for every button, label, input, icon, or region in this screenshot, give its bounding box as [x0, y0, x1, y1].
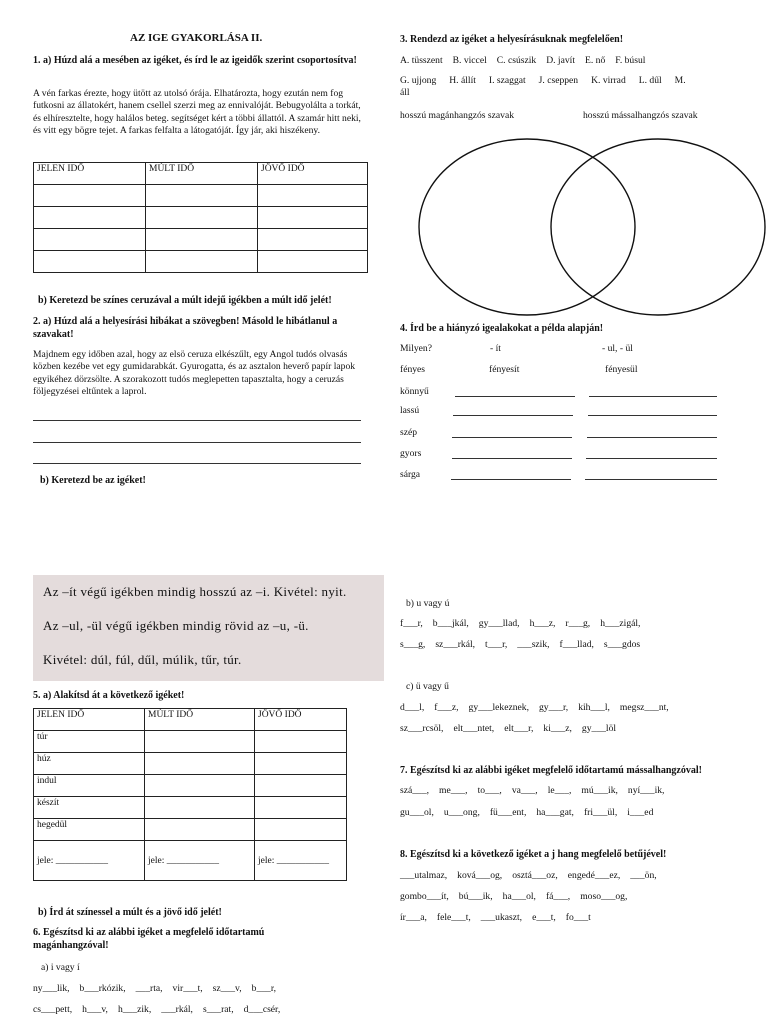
- fill-word[interactable]: ___rta,: [135, 983, 163, 994]
- fill-word[interactable]: vir___t,: [172, 983, 203, 994]
- task4-example-word: fényes: [400, 364, 426, 375]
- fill-word[interactable]: mú___ik,: [581, 785, 618, 796]
- verb-item: B. viccel: [452, 55, 487, 66]
- verb-item: E. nő: [584, 55, 606, 66]
- task3-heading: 3. Rendezd az igéket a helyesírásuknak megfelelően!: [400, 34, 624, 45]
- col-header-future: JÖVŐ IDŐ: [258, 163, 368, 185]
- task3-items-row1: [400, 55, 645, 67]
- fill-word[interactable]: ___rkál,: [161, 1004, 193, 1015]
- venn-diagram[interactable]: [415, 135, 768, 325]
- verb-item: C. csúszik: [496, 55, 537, 66]
- verb-item: K. virrad: [591, 75, 626, 86]
- answer-line[interactable]: [589, 396, 717, 397]
- venn-circle-right[interactable]: [551, 139, 765, 315]
- task3-items-row2: [400, 75, 686, 87]
- answer-cell[interactable]: [146, 229, 258, 251]
- answer-cell[interactable]: [145, 731, 255, 753]
- answer-cell[interactable]: [146, 251, 258, 273]
- task2-heading: 2. a) Húzd alá a helyesírási hibákat a szövegben! Másold le hibátlanul a szavakat!: [33, 316, 338, 340]
- task5-b: b) Írd át színessel a múlt és a jövő idő jelét!: [38, 907, 222, 918]
- answer-cell[interactable]: [34, 251, 146, 273]
- task4-head-ul: - ul, - ül: [602, 343, 633, 354]
- fill-word[interactable]: b___jkál,: [432, 618, 469, 629]
- task4-example-it: fényesít: [489, 364, 520, 375]
- venn-circle-left[interactable]: [419, 139, 635, 315]
- fill-word[interactable]: ___utalmaz,: [400, 870, 448, 881]
- task8-row1: [400, 865, 667, 886]
- fill-word[interactable]: fri___ül,: [583, 807, 618, 818]
- fill-word[interactable]: ___ön,: [630, 870, 657, 881]
- fill-word[interactable]: i___ed: [627, 807, 654, 818]
- tense-mark-field[interactable]: jele: ___________: [255, 841, 347, 881]
- fill-word[interactable]: e___t,: [532, 912, 556, 923]
- verb-item: G. ujjong: [400, 75, 437, 86]
- fill-word[interactable]: sz___rkál,: [435, 639, 476, 650]
- fill-word[interactable]: ___ukaszt,: [480, 912, 523, 923]
- answer-cell[interactable]: [258, 229, 368, 251]
- answer-cell[interactable]: [255, 797, 347, 819]
- verb-item: I. szaggat: [488, 75, 526, 86]
- fill-word[interactable]: gy___lekeznek,: [468, 702, 529, 713]
- fill-word[interactable]: d___l,: [400, 702, 425, 713]
- verb-item: A. tüsszent: [400, 55, 443, 66]
- fill-word[interactable]: ha___gat,: [536, 807, 574, 818]
- answer-cell[interactable]: [255, 819, 347, 841]
- task8-row2: [400, 886, 637, 907]
- task4-word: sárga: [400, 469, 421, 480]
- verb-item: M.: [674, 75, 686, 86]
- task6-a-row1: [33, 978, 286, 999]
- rule-line-2: Az –ul, -ül végű igékben mindig rövid az –u, -ü.: [43, 618, 309, 633]
- task2-b: b) Keretezd be az igéket!: [40, 475, 146, 486]
- col-header-future: JÖVŐ IDŐ: [255, 709, 347, 731]
- fill-word[interactable]: t___r,: [485, 639, 508, 650]
- answer-line[interactable]: [455, 396, 575, 397]
- fill-word[interactable]: sz___rcsöl,: [400, 723, 444, 734]
- fill-word[interactable]: cs___pett,: [33, 1004, 73, 1015]
- fill-word[interactable]: s___g,: [400, 639, 426, 650]
- task6-b-row2: [400, 634, 650, 655]
- answer-cell[interactable]: [255, 731, 347, 753]
- verb-item: H. állít: [449, 75, 476, 86]
- fill-word[interactable]: ha___ol,: [502, 891, 536, 902]
- fill-word[interactable]: s___rat,: [202, 1004, 234, 1015]
- answer-line[interactable]: [587, 437, 717, 438]
- fill-word[interactable]: f___llad,: [559, 639, 594, 650]
- fill-word[interactable]: d___csér,: [243, 1004, 281, 1015]
- task1-table: [33, 162, 368, 273]
- col-header-past: MÚLT IDŐ: [145, 709, 255, 731]
- fill-word[interactable]: gu___ol,: [400, 807, 434, 818]
- answer-line[interactable]: [586, 458, 717, 459]
- fill-word[interactable]: va___,: [511, 785, 538, 796]
- answer-cell[interactable]: [34, 185, 146, 207]
- verb-cell: készít: [34, 797, 145, 819]
- answer-cell[interactable]: [258, 185, 368, 207]
- task1-text: A vén farkas érezte, hogy ütött az utolsó órája. Elhatározta, hogy ezután nem fog futkosni az állatokért, hanem csellel szerzi meg az ennivalóját. Bebugyolálta a torkát, és elhíresztelte, hogy halálos beteg. segítséget kért a többi állattól. A szamár hitt neki, és vitt egy bögre tejet. A farkas felfalta a látogatóját. Így jár, aki hiszékeny.: [33, 88, 361, 137]
- venn-label-left: hosszú magánhangzós szavak: [400, 110, 515, 121]
- fill-word[interactable]: h___zik,: [117, 1004, 152, 1015]
- task6-b-row1: [400, 613, 650, 634]
- fill-word[interactable]: ___szik,: [517, 639, 550, 650]
- task6-c-row2: [400, 718, 626, 739]
- fill-word[interactable]: megsz___nt,: [619, 702, 669, 713]
- page-title: AZ IGE GYAKORLÁSA II.: [130, 32, 263, 44]
- verb-item: J. cseppen: [538, 75, 579, 86]
- fill-word[interactable]: nyí___ik,: [627, 785, 665, 796]
- answer-line[interactable]: [33, 442, 361, 443]
- task4-word: könnyű: [400, 386, 429, 397]
- fill-word[interactable]: szá___,: [400, 785, 430, 796]
- task2-text: Majdnem egy időben azal, hogy az elsö ceruza elkészűlt, egy Angol tudós olvasás közben kezébe vet egy gumidarabkát. Gyurogatta, és az asztalon heverő papír lapok egyikéhez dörzsölte. A szorakozott tudós meglepetten tapasztalta, hogy a ceruzás följegyzései eltűntek a laprol.: [33, 349, 356, 398]
- task6-a-row2: [33, 999, 290, 1020]
- col-header-present: JELEN IDŐ: [34, 163, 146, 185]
- answer-line[interactable]: [453, 415, 573, 416]
- task4-heading: 4. Írd be a hiányzó igealakokat a példa alapján!: [400, 323, 604, 334]
- answer-cell[interactable]: [258, 251, 368, 273]
- verb-cell: hegedül: [34, 819, 145, 841]
- answer-cell[interactable]: [258, 207, 368, 229]
- answer-line[interactable]: [452, 437, 572, 438]
- task6-a-label: a) i vagy í: [41, 962, 80, 973]
- fill-word[interactable]: s___gdos: [603, 639, 641, 650]
- fill-word[interactable]: f___r,: [400, 618, 423, 629]
- task6-c-label: c) ü vagy ű: [406, 681, 449, 692]
- task4-word: szép: [400, 427, 418, 438]
- answer-cell[interactable]: [34, 229, 146, 251]
- task5-heading: 5. a) Alakítsd át a következő igéket!: [33, 690, 185, 701]
- fill-word[interactable]: f___z,: [434, 702, 459, 713]
- fill-word[interactable]: fü___ent,: [489, 807, 527, 818]
- fill-word[interactable]: r___g,: [565, 618, 591, 629]
- fill-word[interactable]: fo___t: [565, 912, 591, 923]
- fill-word[interactable]: gy___r,: [539, 702, 569, 713]
- fill-word[interactable]: me___,: [439, 785, 468, 796]
- answer-line[interactable]: [33, 420, 361, 421]
- task4-word: lassú: [400, 405, 420, 416]
- verb-cell: túr: [34, 731, 145, 753]
- fill-word[interactable]: ková___og,: [457, 870, 503, 881]
- fill-word[interactable]: fele___t,: [436, 912, 471, 923]
- verb-cell: húz: [34, 753, 145, 775]
- task5-table: [33, 708, 347, 881]
- fill-word[interactable]: moso___og,: [580, 891, 628, 902]
- task4-head-word: Milyen?: [400, 343, 432, 354]
- rule-line-1: Az –ít végű igékben mindig hosszú az –i. Kivétel: nyit.: [43, 584, 347, 599]
- fill-word[interactable]: bú___ik,: [458, 891, 493, 902]
- task6-heading: 6. Egészítsd ki az alábbi igéket a megfelelő időtartamú magánhangzóval!: [33, 927, 265, 951]
- fill-word[interactable]: kih___l,: [578, 702, 610, 713]
- fill-word[interactable]: sz___v,: [212, 983, 242, 994]
- rule-line-3: Kivétel: dúl, fúl, dűl, múlik, tűr, túr.: [43, 652, 242, 667]
- fill-word[interactable]: h___v,: [82, 1004, 108, 1015]
- fill-word[interactable]: elt___r,: [504, 723, 534, 734]
- task8-heading: 8. Egészítsd ki a következő igéket a j hang megfelelő betűjével!: [400, 849, 667, 860]
- task7-heading: 7. Egészítsd ki az alábbi igéket megfelelő időtartamú mássalhangzóval!: [400, 765, 702, 776]
- answer-line[interactable]: [452, 458, 572, 459]
- fill-word[interactable]: fá___,: [545, 891, 571, 902]
- venn-label-right: hosszú mássalhangzós szavak: [583, 110, 698, 121]
- task4-example-ul: fényesül: [605, 364, 638, 375]
- fill-word[interactable]: u___ong,: [443, 807, 480, 818]
- fill-word[interactable]: engedé___ez,: [567, 870, 621, 881]
- fill-word[interactable]: ki___z,: [543, 723, 572, 734]
- fill-word[interactable]: gy___löl: [581, 723, 617, 734]
- verb-item: D. javít: [546, 55, 575, 66]
- task7-row2: [400, 802, 663, 823]
- task4-head-it: - ít: [490, 343, 501, 354]
- answer-line[interactable]: [588, 415, 717, 416]
- verb-item: áll: [400, 87, 410, 98]
- task4-word: gyors: [400, 448, 422, 459]
- col-header-past: MÚLT IDŐ: [146, 163, 258, 185]
- verb-item: L. dűl: [638, 75, 662, 86]
- answer-cell[interactable]: [145, 819, 255, 841]
- fill-word[interactable]: h___zigál,: [600, 618, 641, 629]
- answer-line[interactable]: [451, 479, 571, 480]
- fill-word[interactable]: h___z,: [529, 618, 556, 629]
- rule-box: [33, 575, 384, 681]
- task1-b: b) Keretezd be színes ceruzával a múlt idejű igékben a múlt idő jelét!: [38, 295, 332, 306]
- col-header-present: JELEN IDŐ: [34, 709, 145, 731]
- fill-word[interactable]: le___,: [547, 785, 572, 796]
- answer-cell[interactable]: [145, 753, 255, 775]
- fill-word[interactable]: gombo___ít,: [400, 891, 449, 902]
- fill-word[interactable]: to___,: [477, 785, 502, 796]
- fill-word[interactable]: b___r,: [251, 983, 277, 994]
- answer-cell[interactable]: [146, 207, 258, 229]
- task8-row3: [400, 907, 601, 928]
- answer-cell[interactable]: [146, 185, 258, 207]
- answer-cell[interactable]: [255, 775, 347, 797]
- fill-word[interactable]: b___rkózik,: [79, 983, 126, 994]
- task6-c-row1: [400, 697, 679, 718]
- fill-word[interactable]: elt___ntet,: [453, 723, 495, 734]
- task7-row1: [400, 780, 674, 801]
- tense-mark-field[interactable]: jele: ___________: [145, 841, 255, 881]
- answer-cell[interactable]: [145, 775, 255, 797]
- answer-cell[interactable]: [145, 797, 255, 819]
- task1-heading: 1. a) Húzd alá a mesében az igéket, és írd le az igeidők szerint csoportosítva!: [33, 55, 357, 66]
- verb-item: F. búsul: [615, 55, 646, 66]
- fill-word[interactable]: osztá___oz,: [512, 870, 558, 881]
- answer-cell[interactable]: [34, 207, 146, 229]
- answer-cell[interactable]: [255, 753, 347, 775]
- answer-line[interactable]: [585, 479, 717, 480]
- verb-cell: indul: [34, 775, 145, 797]
- fill-word[interactable]: ny___lik,: [33, 983, 70, 994]
- fill-word[interactable]: gy___llad,: [478, 618, 520, 629]
- task6-b-label: b) u vagy ú: [406, 598, 450, 609]
- answer-line[interactable]: [33, 463, 361, 464]
- fill-word[interactable]: ír___a,: [400, 912, 427, 923]
- tense-mark-field[interactable]: jele: ___________: [34, 841, 145, 881]
